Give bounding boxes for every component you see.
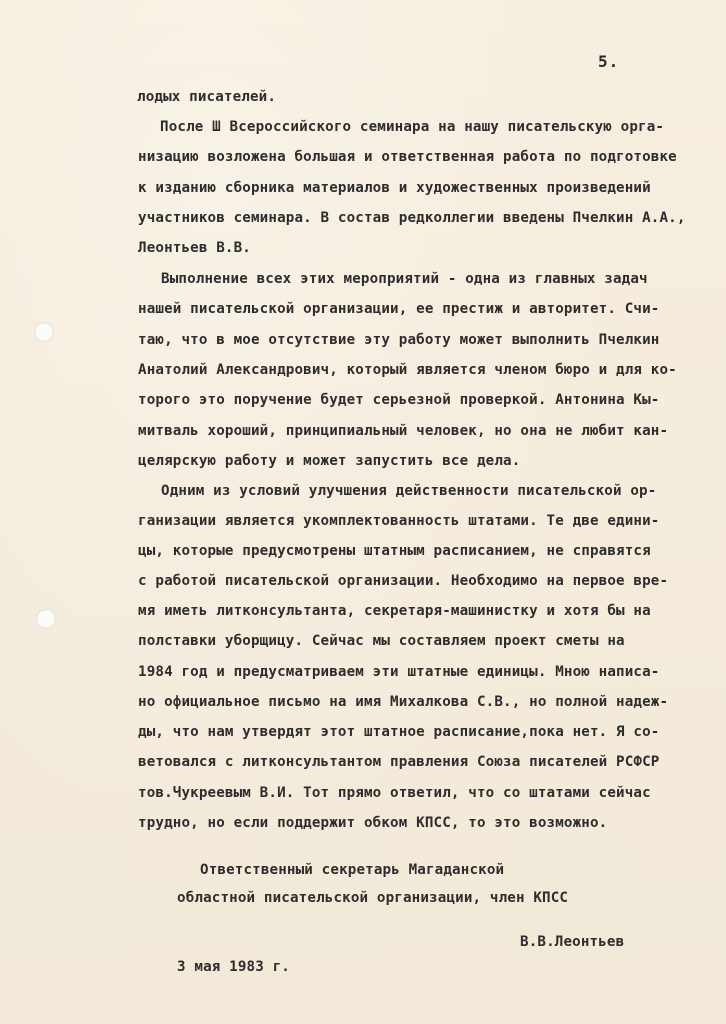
page-number: 5. <box>598 52 620 71</box>
signature-title-line: Ответственный секретарь Магаданской <box>200 862 505 878</box>
signature-title-line: областной писательской организации, член КПСС <box>177 890 569 906</box>
body-line: торого это поручение будет серьезной проверкой. Антонина Кы- <box>138 392 660 408</box>
body-line: полставки уборщицу. Сейчас мы составляем проект сметы на <box>138 633 625 649</box>
body-line: 1984 год и предусматриваем эти штатные единицы. Мною написа- <box>138 664 660 680</box>
body-line: ганизации является укомплектованность штатами. Те две едини- <box>138 513 660 529</box>
body-line: трудно, но если поддержит обком КПСС, то это возможно. <box>138 815 608 831</box>
body-line: нашей писательской организации, ее престиж и авторитет. Счи- <box>138 301 660 317</box>
body-line: низацию возложена большая и ответственная работа по подготовке <box>138 149 677 165</box>
body-line: ветовался с литконсультантом правления Союза писателей РСФСР <box>138 754 660 770</box>
document-date: 3 мая 1983 г. <box>177 959 290 975</box>
body-line: После Ш Всероссийского семинара на нашу писательскую орга- <box>160 119 665 135</box>
body-line: митваль хороший, принципиальный человек, но она не любит кан- <box>138 423 669 439</box>
body-line: участников семинара. В состав редколлегии введены Пчелкин А.А., <box>138 210 686 226</box>
body-line: тов.Чукреевым В.И. Тот прямо ответил, что со штатами сейчас <box>138 785 651 801</box>
body-line: целярскую работу и может запустить все дела. <box>138 453 521 469</box>
body-line: Одним из условий улучшения действенности писательской ор- <box>161 483 657 499</box>
body-line: Выполнение всех этих мероприятий - одна из главных задач <box>161 271 648 287</box>
punch-hole <box>36 609 56 629</box>
body-line: ды, что нам утвердят этот штатное расписание,пока нет. Я со- <box>138 724 660 740</box>
signature-name: В.В.Леонтьев <box>520 934 625 950</box>
body-line: мя иметь литконсультанта, секретаря-машинистку и хотя бы на <box>138 603 651 619</box>
body-line: к изданию сборника материалов и художественных произведений <box>138 180 651 196</box>
body-line: цы, которые предусмотрены штатным расписанием, не справятся <box>138 543 651 559</box>
body-line: Анатолий Александрович, который является членом бюро и для ко- <box>138 362 677 378</box>
body-line: с работой писательской организации. Необходимо на первое вре- <box>138 573 669 589</box>
punch-hole <box>34 322 54 342</box>
body-line: лодых писателей. <box>137 89 277 105</box>
body-line: но официальное письмо на имя Михалкова С.В., но полной надеж- <box>138 694 669 710</box>
body-line: Леонтьев В.В. <box>138 240 251 256</box>
body-line: таю, что в мое отсутствие эту работу может выполнить Пчелкин <box>138 332 660 348</box>
